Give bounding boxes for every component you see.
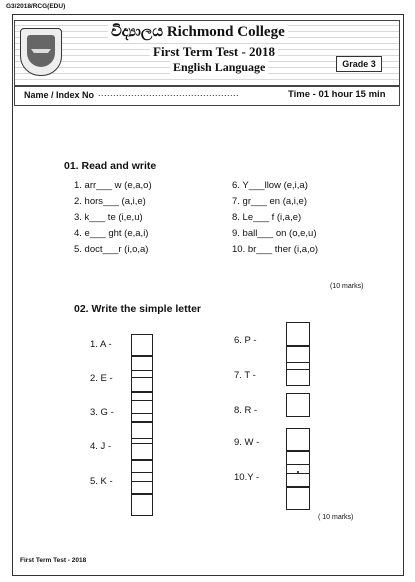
name-label: Name / Index No	[24, 90, 95, 100]
q1-marks: (10 marks)	[330, 283, 364, 290]
school-name: විද්‍යාලය Richmond College	[108, 23, 288, 41]
q2-marks: ( 10 marks)	[318, 514, 354, 521]
q2-answer-box-7[interactable]	[286, 362, 310, 386]
pencil-dot	[297, 471, 299, 473]
q1-item-8[interactable]: 8. Le___ f (i,a,e)	[232, 212, 302, 223]
q2-answer-box-4[interactable]	[131, 438, 153, 460]
q1-item-6[interactable]: 6. Y___llow (e,i,a)	[232, 180, 308, 191]
q1-item-4[interactable]: 4. e___ ght (e,a,i)	[74, 228, 149, 239]
q1-item-9[interactable]: 9. ball___ on (o,e,u)	[232, 228, 317, 239]
q2-item-2: 2. E -	[90, 373, 113, 384]
q2-item-1: 1. A -	[90, 339, 112, 350]
q2-item-9: 9. W -	[234, 437, 260, 448]
q2-answer-box-3[interactable]	[131, 400, 153, 422]
q2-item-3: 3. G -	[90, 407, 114, 418]
q2-answer-box-2[interactable]	[131, 370, 153, 392]
q2-item-8: 8. R -	[234, 405, 258, 416]
q2-answer-box-1[interactable]	[131, 334, 153, 356]
q2-answer-box-5b[interactable]	[131, 494, 153, 516]
time-label: Time - 01 hour 15 min	[288, 89, 386, 100]
q2-item-5: 5. K -	[90, 476, 113, 487]
q1-item-10[interactable]: 10. br___ ther (i,a,o)	[232, 244, 319, 255]
q1-title: 01. Read and write	[64, 160, 157, 172]
q2-answer-box-10b[interactable]	[286, 486, 310, 510]
q2-answer-box-10[interactable]	[286, 464, 310, 488]
subject-title: English Language	[170, 60, 268, 75]
q2-item-4: 4. J -	[90, 441, 112, 452]
exam-title: First Term Test - 2018	[150, 44, 278, 60]
q2-answer-box-9[interactable]	[286, 428, 310, 452]
q1-item-7[interactable]: 7. gr___ en (a,i,e)	[232, 196, 307, 207]
q2-item-7: 7. T -	[234, 370, 256, 381]
q1-item-5[interactable]: 5. doct___r (i,o,a)	[74, 244, 149, 255]
q2-title: 02. Write the simple letter	[74, 303, 202, 315]
footer-text: First Term Test - 2018	[20, 557, 87, 564]
q2-item-6: 6. P -	[234, 335, 257, 346]
name-field[interactable]: ...............................................	[98, 88, 240, 98]
grade-badge: Grade 3	[336, 56, 382, 72]
q2-answer-box-5[interactable]	[131, 472, 153, 494]
school-crest-icon	[20, 28, 62, 76]
q1-item-2[interactable]: 2. hors___ (a,i,e)	[74, 196, 146, 207]
q2-answer-box-8[interactable]	[286, 393, 310, 417]
q2-item-10: 10.Y -	[234, 472, 260, 483]
q1-item-1[interactable]: 1. arr___ w (e,a,o)	[74, 180, 152, 191]
q1-item-3[interactable]: 3. k___ te (i,e,u)	[74, 212, 143, 223]
document-code: G3/2018/RCG(EDU)	[6, 3, 66, 10]
q2-answer-box-6[interactable]	[286, 322, 310, 346]
